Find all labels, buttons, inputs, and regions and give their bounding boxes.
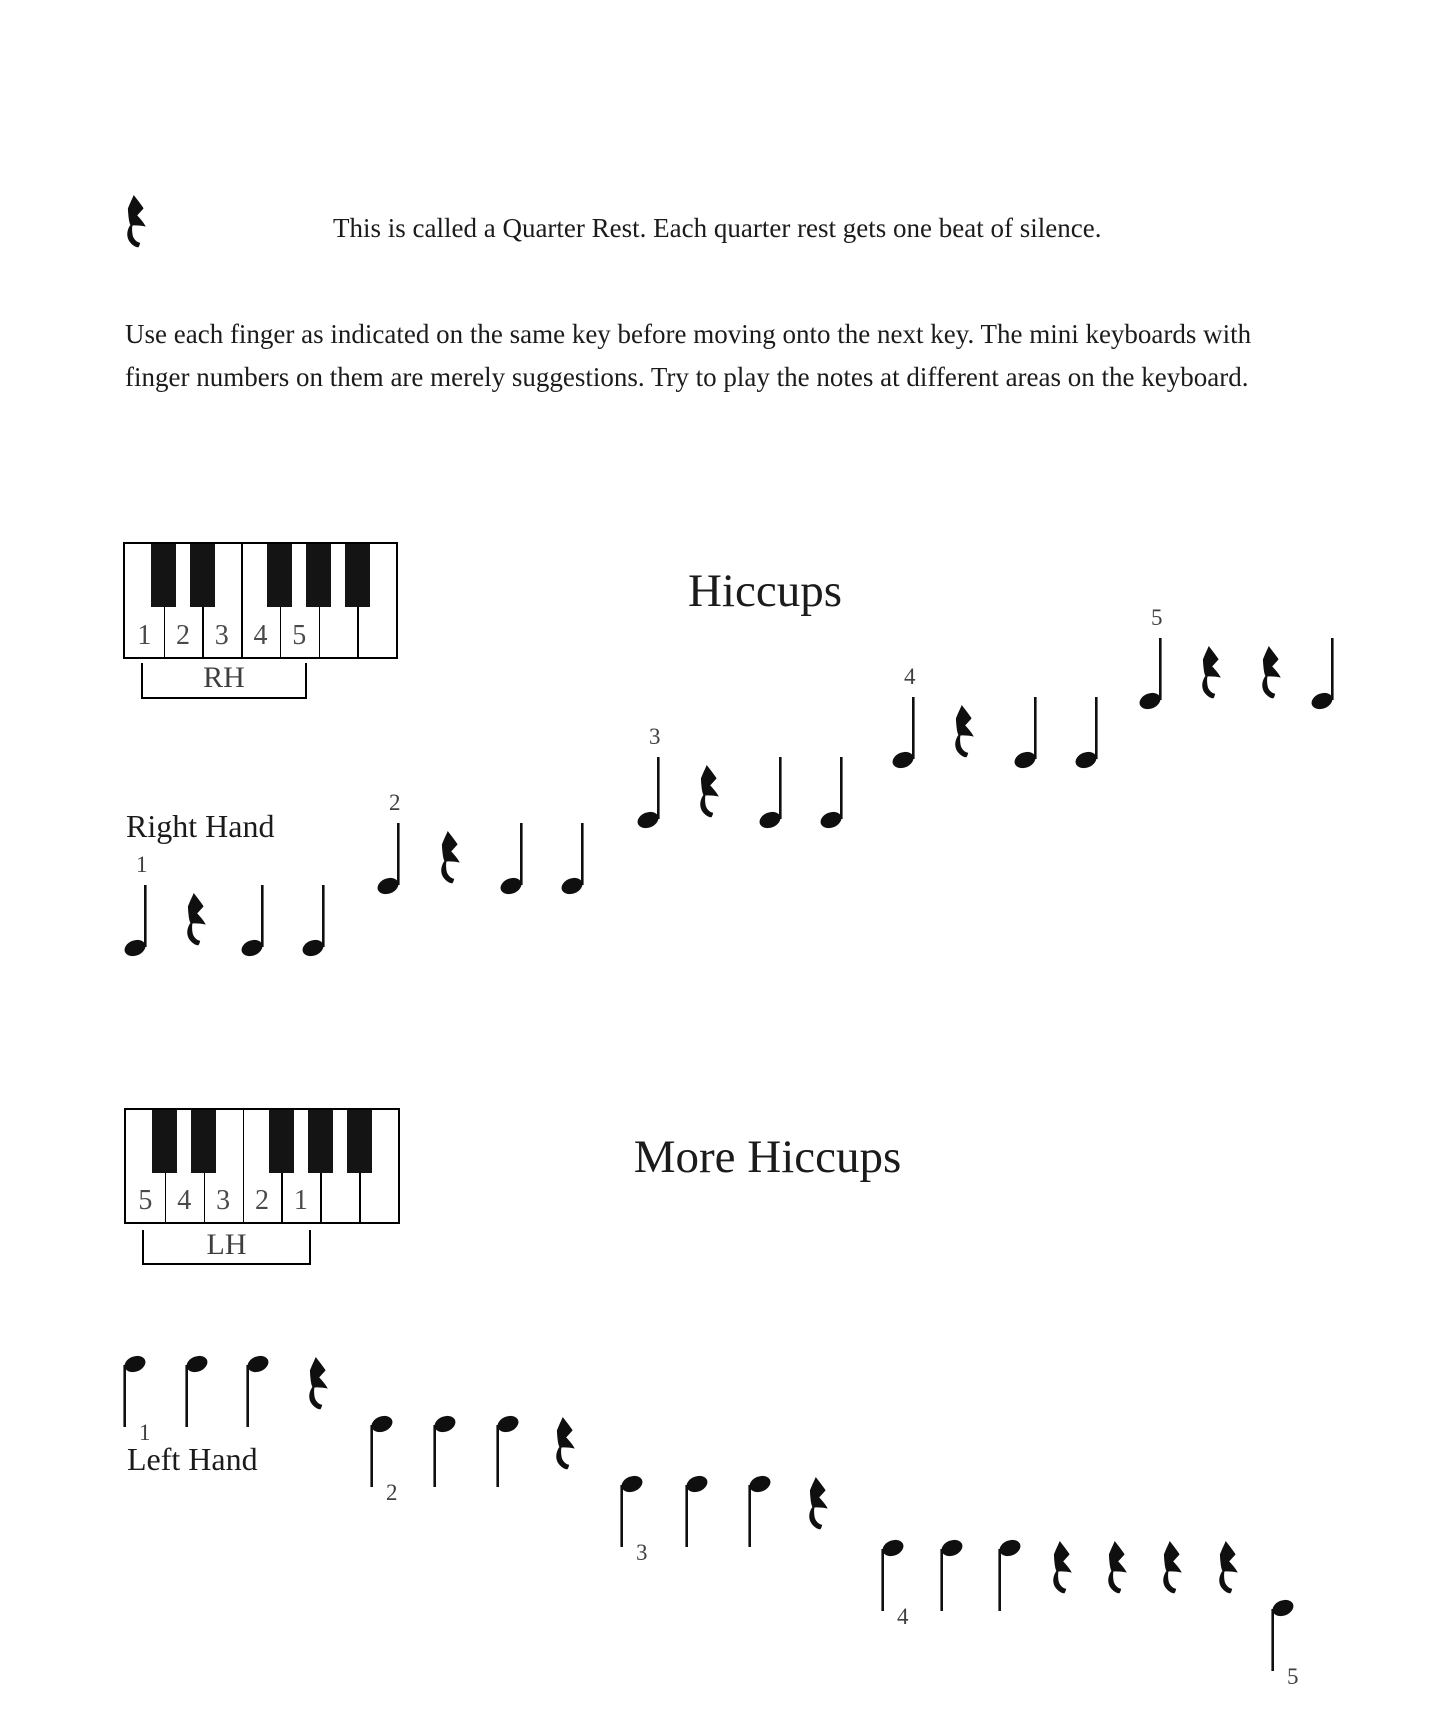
quarter-note [245,1353,271,1427]
finger-number-label: 4 [904,664,916,689]
quarter-note [757,757,783,831]
quarter-note [1309,638,1335,712]
quarter-rest-icon [1219,1541,1238,1593]
quarter-rest-icon [700,765,719,817]
notehead [1270,1597,1296,1619]
quarter-note [369,1413,395,1487]
note-stem [144,885,147,947]
notehead [122,937,148,959]
key-finger-number: 1 [293,1185,308,1216]
quarter-note [559,823,585,897]
quarter-rest-icon [309,1357,328,1409]
notehead [495,1413,521,1435]
finger-number-label: 4 [897,1604,909,1629]
quarter-note [747,1473,773,1547]
key-finger-number: 2 [254,1185,269,1216]
notehead [619,1473,645,1495]
quarter-note [498,823,524,897]
notehead [498,875,524,897]
note-stem [496,1425,499,1487]
quarter-note [122,885,148,959]
finger-number-label: 3 [649,724,661,749]
quarter-note [1270,1597,1296,1671]
quarter-rest-icon [127,195,146,247]
quarter-note [375,823,401,897]
notehead [635,809,661,831]
notehead [375,875,401,897]
bracket-label: LH [206,1227,247,1261]
notehead [245,1353,271,1375]
note-stem [912,697,915,759]
quarter-rest-icon [1108,1541,1127,1593]
key-finger-number: 4 [253,620,268,651]
notehead [122,1353,148,1375]
note-stem [779,757,782,819]
key-finger-number: 3 [214,620,229,651]
quarter-note [619,1473,645,1547]
quarter-note [684,1473,710,1547]
quarter-rest-icon [556,1417,575,1469]
notehead [300,937,326,959]
note-stem [123,1365,126,1427]
notehead [684,1473,710,1495]
notehead [369,1413,395,1435]
quarter-note [432,1413,458,1487]
key-finger-number: 3 [216,1185,231,1216]
quarter-note [239,885,265,959]
finger-number-label: 2 [389,790,401,815]
finger-number-label: 1 [139,1420,151,1445]
right-hand-label: Right Hand [126,808,275,844]
note-stem [748,1485,751,1547]
quarter-note [635,757,661,831]
key-finger-number: 5 [138,1185,153,1216]
note-stem [322,885,325,947]
notehead [890,749,916,771]
note-stem [185,1365,188,1427]
quarter-note [300,885,326,959]
notehead [184,1353,210,1375]
quarter-rest-icon [1053,1541,1072,1593]
finger-number-label: 1 [136,852,148,877]
notehead [1137,690,1163,712]
note-stem [998,1549,1001,1611]
note-stem [397,823,400,885]
quarter-rest-icon [1262,646,1281,698]
notehead [939,1537,965,1559]
quarter-rest-caption: This is called a Quarter Rest. Each quarter rest gets one beat of silence. [333,213,1102,243]
key-finger-number: 2 [176,620,191,651]
quarter-note [184,1353,210,1427]
instructions-line-1: Use each finger as indicated on the same key before moving onto the next key. The mini keyboards with [125,319,1252,349]
notehead [997,1537,1023,1559]
note-stem [620,1485,623,1547]
note-stem [1034,697,1037,759]
notehead [432,1413,458,1435]
note-stem [940,1549,943,1611]
finger-number-label: 2 [386,1480,398,1505]
quarter-note [890,697,916,771]
quarter-note [1073,697,1099,771]
note-stem [433,1425,436,1487]
quarter-rest-icon [1163,1541,1182,1593]
quarter-note [939,1537,965,1611]
notehead [1012,749,1038,771]
notehead [1309,690,1335,712]
note-stem [581,823,584,885]
quarter-rest-icon [187,893,206,945]
notehead [880,1537,906,1559]
note-stem [370,1425,373,1487]
quarter-rest-icon [955,705,974,757]
quarter-note [997,1537,1023,1611]
notehead [757,809,783,831]
note-stem [1159,638,1162,700]
note-stem [657,757,660,819]
left-hand-label: Left Hand [127,1441,258,1477]
finger-number-label: 5 [1287,1664,1299,1689]
note-stem [840,757,843,819]
notehead [559,875,585,897]
note-stem [246,1365,249,1427]
quarter-rest-icon [441,831,460,883]
quarter-note [122,1353,148,1427]
notehead [1073,749,1099,771]
note-stem [261,885,264,947]
quarter-note [818,757,844,831]
quarter-note [880,1537,906,1611]
section-title-hiccups: Hiccups [687,565,842,617]
notehead [818,809,844,831]
quarter-note [495,1413,521,1487]
quarter-rest-icon [809,1477,828,1529]
key-finger-number: 4 [177,1185,192,1216]
key-finger-number: 1 [137,620,152,651]
bracket-label: RH [203,661,245,694]
note-stem [685,1485,688,1547]
key-finger-number: 5 [292,620,307,651]
note-stem [1331,638,1334,700]
quarter-note [1137,638,1163,712]
finger-number-label: 3 [636,1540,648,1565]
notehead [239,937,265,959]
note-stem [520,823,523,885]
section-title-more-hiccups: More Hiccups [633,1131,902,1183]
quarter-rest-icon [1202,646,1221,698]
note-stem [1095,697,1098,759]
instructions-line-2: finger numbers on them are merely suggestions. Try to play the notes at different areas on the keyboard. [125,362,1249,392]
note-stem [1271,1609,1274,1671]
finger-number-label: 5 [1151,605,1163,630]
notehead [747,1473,773,1495]
quarter-note [1012,697,1038,771]
note-stem [881,1549,884,1611]
